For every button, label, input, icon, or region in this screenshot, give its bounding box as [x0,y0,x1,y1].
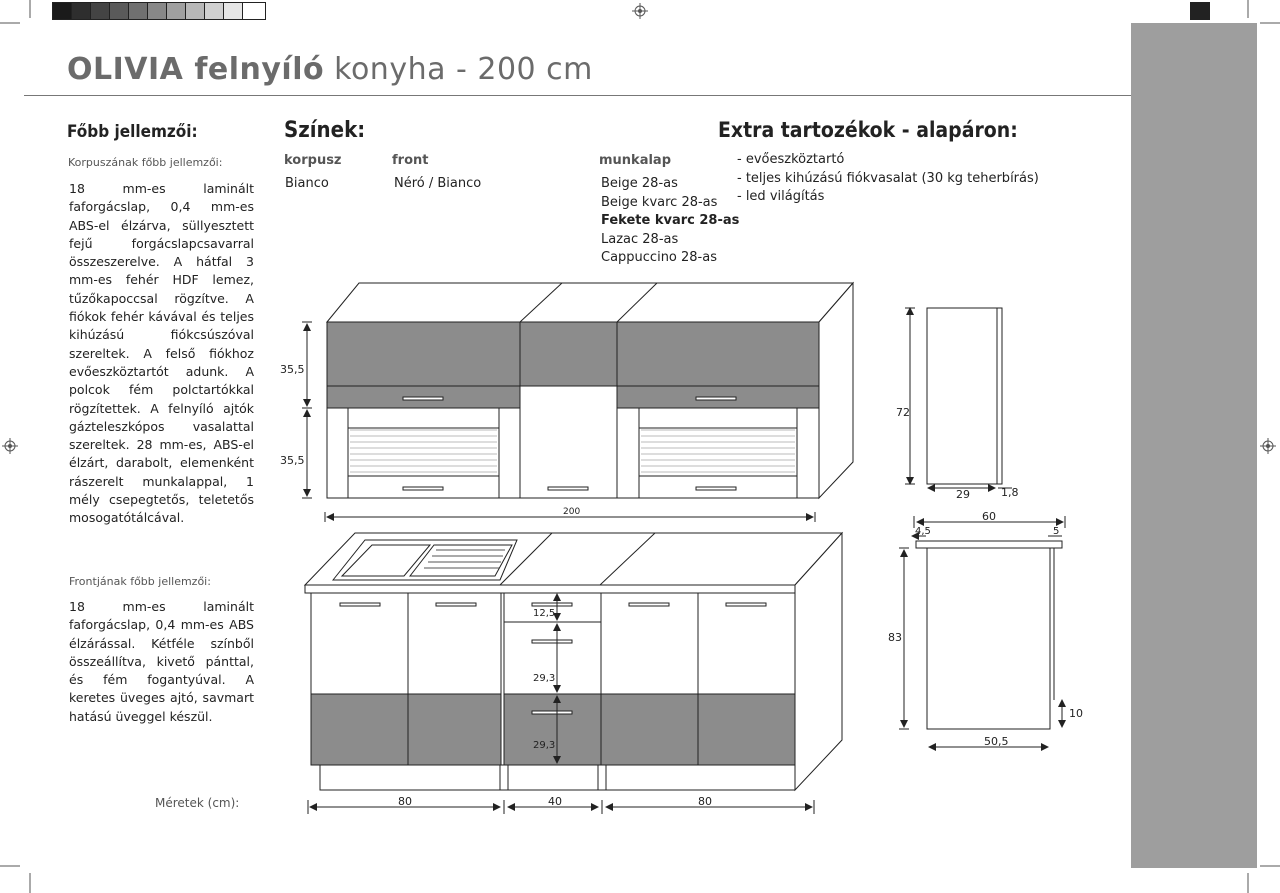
body-features-heading: Korpuszának főbb jellemzői: [68,156,223,169]
dim-side-d: 29 [956,488,970,501]
dim-drawer-2: 29,3 [533,673,556,684]
dim-base-overhang: 4,5 [915,526,931,537]
color-col-korpusz-value: Bianco [285,176,329,191]
dim-base-d: 50,5 [984,735,1009,748]
dim-lower-w3: 80 [698,795,712,808]
worktop-option: Beige kvarc 28-as [601,194,718,210]
upper-cabinets [327,283,853,498]
dim-lower-w2: 40 [548,795,562,808]
extras-item: - teljes kihúzású fiókvasalat (30 kg teherbírás) [737,170,1039,186]
upper-side-view [905,308,1012,488]
worktop-option: Lazac 28-as [601,231,679,247]
worktop-option: Beige 28-as [601,176,678,191]
front-features-text: 18 mm-es laminált faforgácslap, 0,4 mm-es ABS élzárással. Kétféle színből összeállítva, kivető pánttal, és fém fogantyúval. A keretes üveges ajtó, savmart hatású üveggel készül. [69,599,254,724]
dim-upper-h1: 35,5 [280,363,305,376]
color-col-munkalap-title: munkalap [599,153,672,168]
dim-upper-w: 200 [563,507,581,517]
dim-lower-w1: 80 [398,795,412,808]
dim-drawer-3: 29,3 [533,740,556,751]
dim-drawer-1: 12,5 [533,608,556,619]
worktop-option: Cappuccino 28-as [601,250,717,265]
color-col-front-title: front [392,153,429,168]
dim-base-plinth: 10 [1069,707,1083,720]
lower-cabinets [305,533,842,790]
dim-base-total: 60 [982,510,996,523]
extras-heading: Extra tartozékok - alapáron: [718,118,1018,142]
colors-heading: Színek: [284,118,366,143]
extras-item: - evőeszköztartó [737,152,845,167]
color-col-korpusz-title: korpusz [284,153,342,168]
extras-item: - led világítás [737,189,825,204]
lower-side-view [899,516,1065,747]
dim-side-h: 72 [896,406,910,419]
features-heading: Főbb jellemzői: [67,122,198,142]
color-col-front-value: Néró / Bianco [394,176,482,191]
page-title: OLIVIA felnyíló konyha - 200 cm [67,52,593,87]
dim-upper-h2: 35,5 [280,454,305,467]
dim-side-t: 1,8 [1001,486,1019,499]
front-features-heading: Frontjának főbb jellemzői: [69,575,211,588]
dimensions-note: Méretek (cm): [155,796,240,810]
dim-base-h: 83 [888,631,902,644]
worktop-option-selected: Fekete kvarc 28-as [601,213,740,228]
body-features-text: 18 mm-es laminált faforgácslap, 0,4 mm-es ABS-el élzárva, süllyesztett fejű forgácslapcsavarral összeszerelve. A hátfal 3 mm-es fehér HDF lemez, tűzőkapoccsal rögzítve. A fiókok fehér kávával és teljes kihúzású fiókcsúszóval szereltek. A felső fiókhoz evőeszköztartót adunk. A polcok fém polctartókkal rögzítettek. A felnyíló ajtók gázteleszkópos vasalattal szereltek. 28 mm-es, ABS-el élzárt, darabolt, elemenként rászerelt munkalappal, 1 mély csepegtetős, teletetős mosogatótálcával. [69,181,254,526]
dim-base-gap: 5 [1053,526,1060,537]
